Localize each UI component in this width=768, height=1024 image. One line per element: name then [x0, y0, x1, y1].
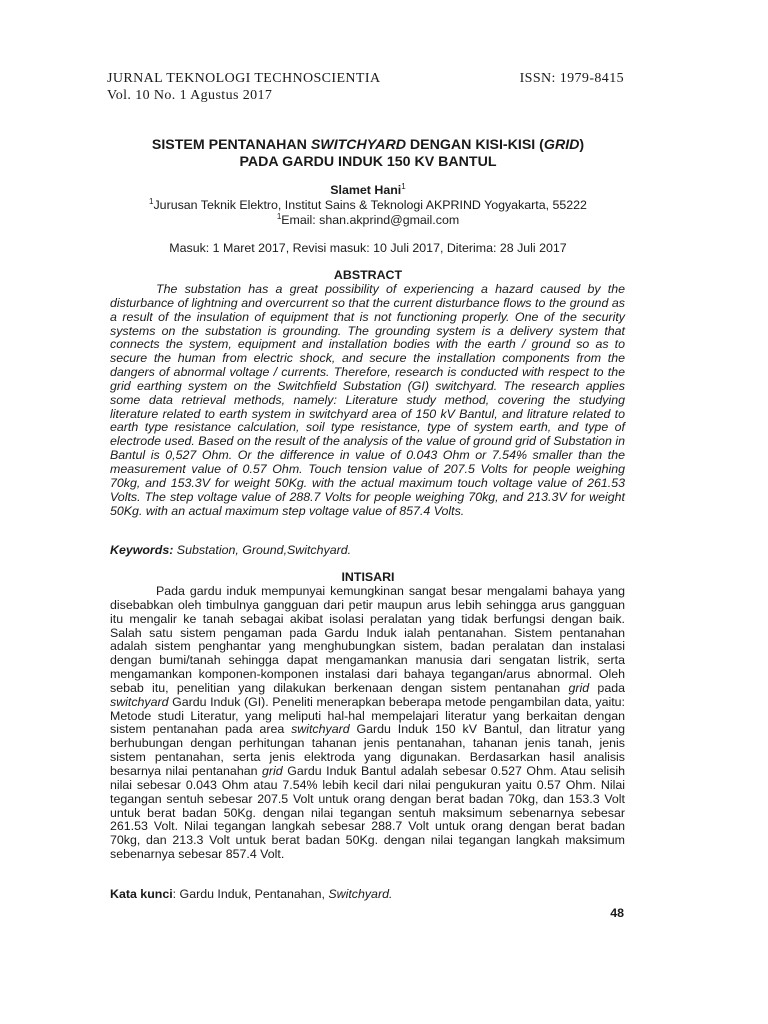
kata-kunci-italic: Switchyard.: [328, 887, 393, 901]
intisari-text: [110, 585, 625, 862]
author-affiliation-line: [100, 198, 636, 213]
title-text: ): [579, 137, 585, 153]
kata-kunci-label: Kata kunci: [110, 887, 173, 901]
intisari-part: Gardu Induk Bantul adalah sebesar 0.527 Ohm. Atau selisih nilai sebesar 0.043 Ohm atau 7.54% lebih kecil dari nilai pengukuran yaitu 0.57 Ohm. Nilai tegangan sentuh sebesar 207.5 Volt untuk orang dengan berat badan 70kg, dan 153.3 Volt untuk berat badan 50Kg. dengan nilai tegangan sentuh maksimum sebenarnya sebesar 261.53 Volt. Nilai tegangan langkah sebesar 288.7 Volt untuk orang dengan berat badan 70kg, dan 213.3 Volt untuk berat badan 50Kg. dengan nilai tegangan langkah maksimum sebenarnya sebesar 857.4 Volt.: [110, 763, 625, 862]
author-email: Email: shan.akprind@gmail.com: [281, 213, 460, 227]
intisari-part: Pada gardu induk mempunyai kemungkinan sangat besar mengalami bahaya yang disebabkan oleh timbulnya gangguan dari petir maupun arus lebih sehingga arus gangguan itu mengalir ke tanah sebagai akibat isolasi peralatan yang tidak berfungsi dengan baik. Salah satu sistem pengaman pada Gardu Induk ialah pentanahan. Sistem pentanahan adalah sistem penghantar yang menghubungkan sistem, badan peralatan dan instalasi dengan bumi/tanah sehingga dapat mengamankan manusia dari sengatan listrik, serta mengamankan komponen-komponen instalasi dari bahaya tegangan/arus abnormal. Oleh sebab itu, penelitian yang dilakukan berkenaan dengan sistem pentanahan: [110, 584, 625, 695]
affiliation-sup: 1: [149, 196, 154, 206]
keywords-label: Keywords:: [110, 543, 174, 557]
received-dates: Masuk: 1 Maret 2017, Revisi masuk: 10 Juli 2017, Diterima: 28 Juli 2017: [169, 241, 567, 255]
intisari-italic: switchyard: [110, 694, 169, 709]
author-name: Slamet Hani: [330, 183, 402, 197]
paper-title: [100, 137, 636, 171]
abstract-heading: ABSTRACT: [333, 268, 403, 282]
intisari-heading: INTISARI: [341, 570, 395, 584]
keywords-value: Substation, Ground,Switchyard.: [173, 543, 352, 557]
intisari-italic: grid: [568, 680, 590, 695]
journal-name: JURNAL TEKNOLOGI TECHNOSCIENTIA: [107, 71, 381, 86]
title-italic-switchyard: SWITCHYARD: [310, 137, 406, 153]
page-number: 48: [610, 906, 624, 920]
abstract-keywords: [110, 543, 625, 558]
intisari-part: Gardu Induk (GI). Peneliti menerapkan beberapa metode pengambilan data, yaitu: Metode studi Literatur, yang meliputi hal-hal mempelajari literatur yang berkaitan dengan sistem pentanahan pada area: [110, 694, 625, 737]
journal-header: [107, 70, 627, 104]
title-italic-grid: GRID: [543, 137, 580, 153]
intisari-italic: switchyard: [291, 722, 350, 737]
author-block: [100, 183, 636, 228]
title-line-1: [100, 137, 636, 154]
intisari-part: Gardu Induk 150 kV Bantul, dan litratur yang berhubungan dengan perhitungan tahanan jenis pentanahan, tahanan jenis tanah, jenis sistem pentanahan, serta jenis elektroda yang digunakan. Berdasarkan hasil analisis besarnya nilai pentanahan: [110, 722, 625, 778]
intisari-italic: grid: [262, 763, 283, 778]
author-email-line: [100, 213, 636, 228]
title-text: DENGAN KISI-KISI (: [405, 137, 544, 153]
kata-kunci-value: : Gardu Induk, Pentanahan,: [172, 887, 329, 901]
journal-volume: Vol. 10 No. 1 Agustus 2017: [107, 88, 273, 103]
intisari-part: pada: [589, 680, 625, 695]
intisari-keywords: [110, 887, 625, 902]
abstract-text: The substation has a great possibility of experiencing a hazard caused by the disturbance of lightning and overcurrent so that the current disturbance flows to the ground as a result of the insulation of equipment that is not functioning properly. One of the security systems on the substation is grounding. The grounding system is a delivery system that connects the system, equipment and installation bodies with the earth / ground so as to secure the human from electric shock, and secure the installation components from the dangers of abnormal voltage / currents. Therefore, research is conducted with respect to the grid earthing system on the Switchfield Substation (GI) switchyard. The research applies some data retrieval methods, namely: Literature study method, covering the studying literature related to earth system in switchyard area of 150 kV Bantul, and litrature related to earth type resistance calculation, soil type resistance, type of system earth, and type of electrode used. Based on the result of the analysis of the value of ground grid of Substation in Bantul is 0,527 Ohm. Or the difference in value of 0.043 Ohm or 7.54% smaller than the measurement value of 0.57 Ohm. Touch tension value of 207.5 Volts for people weighing 70kg, and 153.3V for weight 50Kg. with the actual maximum touch voltage value of 261.53 Volts. The step voltage value of 288.7 Volts for people weighing 70kg, and 213.3V for weight 50Kg. with an actual maximum step voltage value of 857.4 Volts.: [110, 282, 625, 518]
author-sup: 1: [401, 181, 406, 191]
email-sup: 1: [276, 211, 282, 221]
title-line-2: PADA GARDU INDUK 150 KV BANTUL: [239, 154, 497, 170]
author-affiliation: Jurusan Teknik Elektro, Institut Sains & Teknologi AKPRIND Yogyakarta, 55222: [153, 198, 587, 212]
journal-issn: ISSN: 1979-8415: [519, 71, 624, 86]
author-name-line: [100, 183, 636, 198]
title-text: SISTEM PENTANAHAN: [151, 137, 311, 153]
